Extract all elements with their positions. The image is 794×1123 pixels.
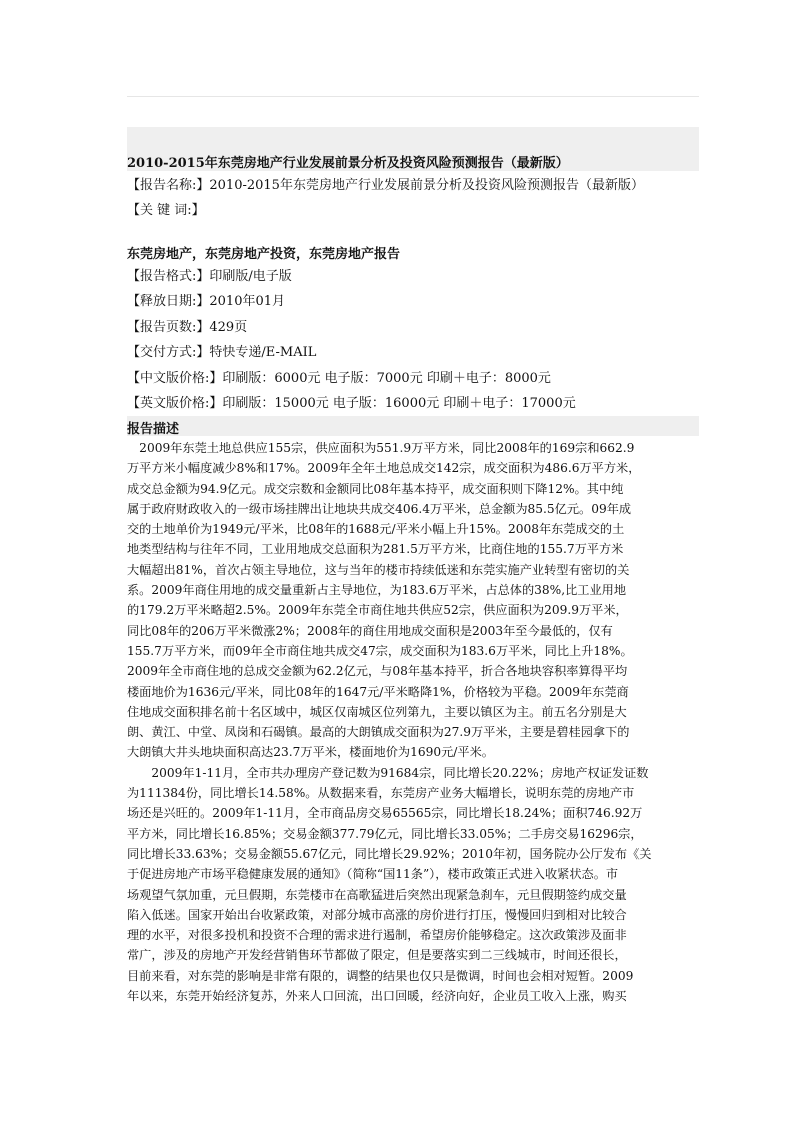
description-line: 155.7万平方米，而09年全市商住地共成交47宗，成交面积为183.6万平米，同比上升18%。 [127,643,633,658]
meta-label: 【释放日期:】 [127,294,210,309]
description-line: 2009年东莞土地总供应155宗，供应面积为551.9万平方米，同比2008年的169宗和662.9 [127,441,635,455]
description-line: 地类型结构与往年不同，工业用地成交总面积为281.5万平方米，比商住地的155.7万平方米 [127,542,624,557]
description-line: 的179.2万平米略超2.5%。2009年东莞全市商住地共供应52宗，供应面积为209.9万平米， [127,603,628,618]
meta-format [127,269,292,285]
description-line: 朗、黄江、中堂、凤岗和石碣镇。最高的大朗镇成交面积为27.9万平米，主要是碧桂园拿下的 [127,725,630,740]
description-line: 为111384份，同比增长14.58%。从数据来看，东莞房产业务大幅增长，说明东莞的房地产市 [127,786,635,801]
meta-release-date [127,294,285,310]
meta-label: 【交付方式:】 [127,345,210,360]
meta-label: 【报告名称:】 [127,178,210,193]
meta-label: 【报告页数:】 [127,320,210,335]
description-line: 万平方米小幅度减少8%和17%。2009年全年土地总成交142宗，成交面积为486.6万平方米， [127,461,641,476]
meta-page-count [127,320,247,336]
description-line: 2009年1-11月，全市共办理房产登记数为91684宗，同比增长20.22%；房地产权证发证数 [127,765,649,780]
meta-label: 【关 键 词:】 [127,203,205,218]
description-line: 同比增长33.63%；交易金额55.67亿元，同比增长29.92%；2010年初，国务院办公厅发布《关 [127,846,652,861]
meta-label: 【英文版价格:】 [127,396,223,411]
keywords-text: 东莞房地产，东莞房地产投资，东莞房地产报告 [127,247,401,262]
meta-value: 印刷版：6000元 电子版：7000元 印刷＋电子：8000元 [222,371,551,386]
description-line: 系。2009年商住用地的成交量重新占主导地位，为183.6万平米，占总体的38%,比工业用地 [127,583,627,598]
meta-report-name [127,178,644,194]
meta-value: 2010-2015年东莞房地产行业发展前景分析及投资风险预测报告（最新版） [209,178,644,193]
description-line: 楼面地价为1636元/平米，同比08年的1647元/平米略降1%，价格较为平稳。2009年东莞商 [127,684,629,699]
description-line: 陷入低迷。国家开始出台收紧政策，对部分城市高涨的房价进行打压，慢慢回归到相对比较合 [127,907,627,922]
description-line: 年以来，东莞开始经济复苏，外来人口回流，出口回暖，经济向好，企业员工收入上涨，购买 [127,989,627,1004]
meta-label: 【报告格式:】 [127,269,210,284]
description-line: 场观望气氛加重，元旦假期，东莞楼市在高歌猛进后突然出现紧急刹车，元旦假期签约成交量 [127,887,627,902]
description-line: 理的水平，对很多投机和投资不合理的需求进行遏制，希望房价能够稳定。这次政策涉及面非 [127,928,627,943]
description-line: 大幅超出81%，首次占领主导地位，这与当年的楼市持续低迷和东莞实施产业转型有密切的关 [127,562,630,577]
meta-value: 429页 [209,320,248,335]
description-line: 常广，涉及的房地产开发经营销售环节都做了限定，但是要落实到二三线城市，时间还很长， [127,948,627,963]
description-line: 同比08年的206万平米微涨2%；2008年的商住用地成交面积是2003年至今最低的，仅有 [127,623,613,638]
meta-keywords-label [127,203,205,219]
meta-label: 【中文版价格:】 [127,371,223,386]
report-title: 2010-2015年东莞房地产行业发展前景分析及投资风险预测报告（最新版） [127,156,569,171]
meta-value: 印刷版：15000元 电子版：16000元 印刷＋电子：17000元 [222,396,576,411]
meta-delivery [127,345,316,361]
description-line: 目前来看，对东莞的影响是非常有限的，调整的结果也仅只是微调，时间也会相对短暂。2009 [127,968,634,983]
description-line: 交的土地单价为1949元/平米，比08年的1688元/平米小幅上升15%。2008年东莞成交的土 [127,522,625,537]
description-line: 住地成交面积排名前十名区域中，城区仅南城区位列第九，主要以镇区为主。前五名分别是大 [127,704,627,719]
description-heading: 报告描述 [127,422,180,437]
header-band [127,96,699,128]
description-line: 成交总金额为94.9亿元。成交宗数和金额同比08年基本持平，成交面积则下降12%。其中纯 [127,481,624,496]
description-line: 大朗镇大井头地块面积高达23.7万平米，楼面地价为1690元/平米。 [127,745,494,760]
meta-value: 印刷版/电子版 [209,269,292,284]
description-body [127,438,699,1006]
meta-value: 2010年01月 [209,294,286,309]
description-line: 场还是兴旺的。2009年1-11月，全市商品房交易65565宗，同比增长18.24%；面积746.92万 [127,806,643,821]
description-line: 平方米，同比增长16.85%；交易金额377.79亿元，同比增长33.05%；二手房交易16296宗， [127,826,643,841]
description-line: 于促进房地产市场平稳健康发展的通知》（简称“国11条”），楼市政策正式进入收紧状态。市 [127,867,619,882]
description-band [127,416,699,436]
description-line: 2009年全市商住地的总成交金额为62.2亿元，与08年基本持平，折合各地块容积率算得平均 [127,664,628,679]
meta-price-en [127,396,576,412]
description-line: 属于政府财政收入的一级市场挂牌出让地块共成交406.4万平米，总金额为85.5亿元。09年成 [127,501,632,516]
meta-value: 特快专递/E-MAIL [209,345,317,360]
meta-price-cn [127,371,551,387]
